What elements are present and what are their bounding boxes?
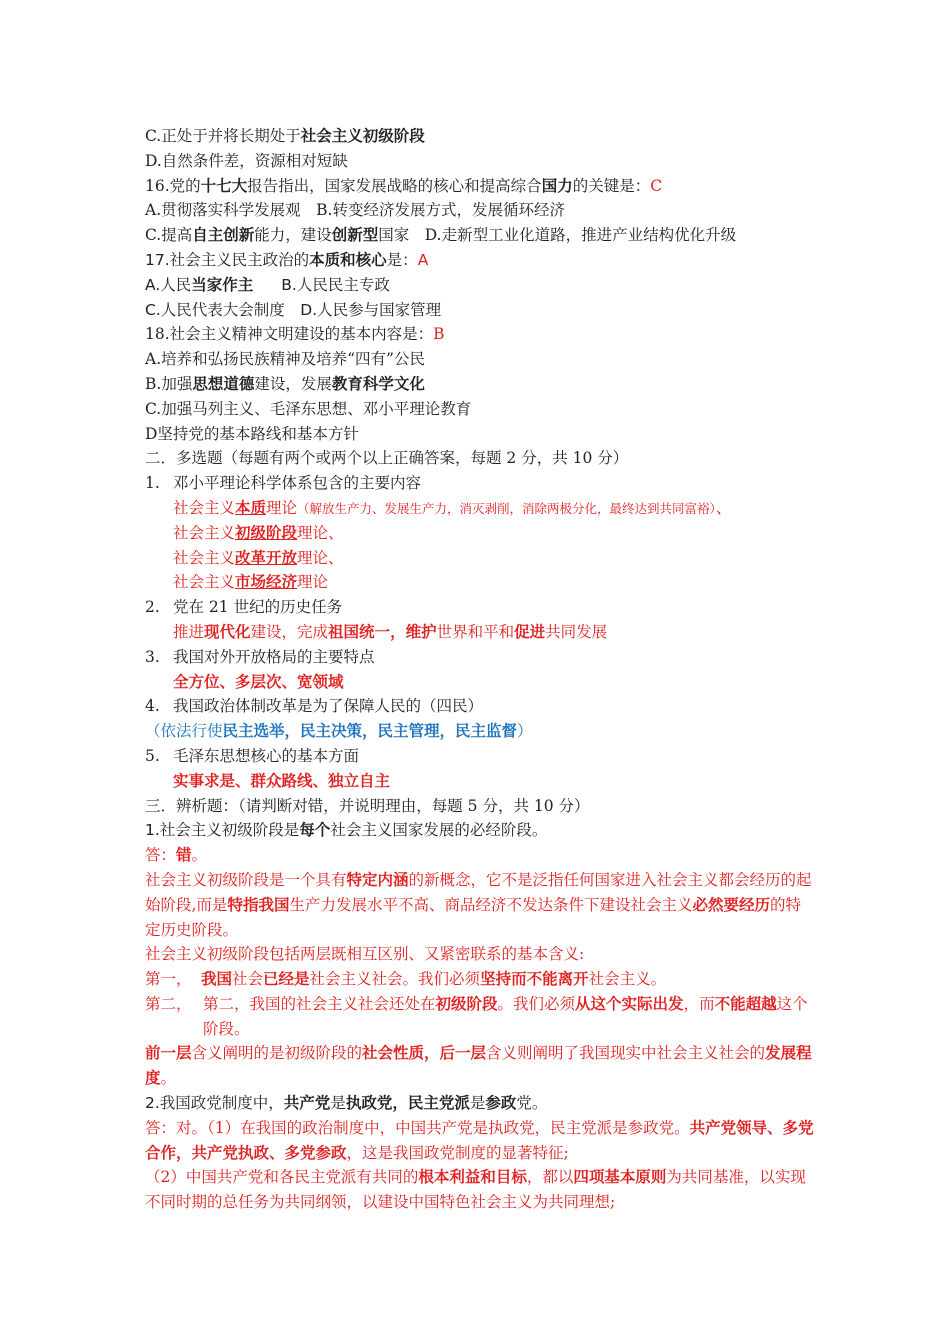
sec2-item1-line4: 社会主义市场经济理论 [173, 572, 329, 592]
sec3-q1-answer: 答：错。 [145, 845, 208, 865]
sec2-item5-answer: 实事求是、群众路线、独立自主 [173, 770, 391, 790]
q15-option-d: D.自然条件差，资源相对短缺 [145, 151, 348, 170]
q18-option-c: C.加强马列主义、毛泽东思想、邓小平理论教育 [145, 399, 472, 418]
sec3-q1-para3: 第一， 我国社会已经是社会主义社会。我们必须坚持而不能离开社会主义。 [145, 969, 667, 989]
q16-stem: 16.党的十七大报告指出，国家发展战略的核心和提高综合国力的关键是：C [145, 175, 663, 195]
q17-options-ab: A.人民当家作主 B.人民民主专政 [145, 275, 390, 294]
sec2-item2: 2. 党在 21 世纪的历史任务 [145, 598, 343, 617]
sec2-item3: 3. 我国对外开放格局的主要特点 [145, 647, 375, 666]
q18-option-d: D坚持党的基本路线和基本方针 [145, 424, 359, 443]
sec3-q1-stem: 1.社会主义初级阶段是每个社会主义国家发展的必经阶段。 [145, 821, 548, 840]
q18-option-a: A.培养和弘扬民族精神及培养“四有”公民 [145, 350, 425, 369]
sec3-q1-para2: 社会主义初级阶段包括两层既相互区别、又紧密联系的基本含义: [145, 945, 585, 964]
q15-option-c: C.正处于并将长期处于社会主义初级阶段 [145, 126, 425, 145]
sec2-item1-line1: 社会主义本质理论（解放生产力、发展生产力，消灭剥削，消除两极分化，最终达到共同富裕）、 [173, 497, 732, 517]
q16-options-cd: C.提高自主创新能力，建设创新型国家 D.走新型工业化道路，推进产业结构优化升级 [145, 225, 737, 245]
q17-stem: 17.社会主义民主政治的本质和核心是：A [145, 250, 429, 269]
sec3-q2-stem: 2.我国政党制度中，共产党是执政党，民主党派是参政党。 [145, 1094, 548, 1113]
sec2-item4: 4. 我国政治体制改革是为了保障人民的（四民） [145, 697, 484, 716]
sec3-q1-para4: 第二， 第二，我国的社会主义社会还处在初级阶段。我们必须从这个实际出发，而不能超越这个阶段。 [145, 993, 808, 1038]
sec2-item5: 5. 毛泽东思想核心的基本方面 [145, 746, 360, 765]
sec2-item3-answer: 全方位、多层次、宽领域 [173, 671, 344, 691]
q18-answer: B [433, 325, 445, 344]
sec3-q2-para2: （2）中国共产党和各民主党派有共同的根本利益和目标，都以四项基本原则为共同基准，以实现不同时期的总任务为共同纲领，以建设中国特色社会主义为共同理想; [145, 1167, 806, 1212]
q16-options-ab: A.贯彻落实科学发展观 B.转变经济发展方式，发展循环经济 [145, 201, 565, 220]
sec3-q1-para5: 前一层含义阐明的是初级阶段的社会性质，后一层含义则阐明了我国现实中社会主义社会的发展程度。 [145, 1043, 812, 1088]
sec3-q1-para1: 社会主义初级阶段是一个具有特定内涵的新概念，它不是泛指任何国家进入社会主义都会经历的起始阶段,而是特指我国生产力发展水平不高、商品经济不发达条件下建设社会主义必然要经历的特定历史阶段。 [145, 869, 812, 939]
q17-answer: A [417, 250, 429, 269]
sec2-item1: 1. 邓小平理论科学体系包含的主要内容 [145, 474, 422, 493]
q18-option-b: B.加强思想道德建设，发展教育科学文化 [145, 373, 425, 393]
sec3-q2-para1: 答：对。（1）在我国的政治制度中，中国共产党是执政党，民主党派是参政党。共产党领导、多党合作，共产党执政、多党参政，这是我国政党制度的显著特征; [145, 1117, 814, 1162]
q18-stem: 18.社会主义精神文明建设的基本内容是：B [145, 325, 445, 344]
q17-options-cd: C.人民代表大会制度 D.人民参与国家管理 [145, 300, 442, 319]
q16-answer: C [650, 176, 663, 195]
sec2-item4-answer: （依法行使民主选举，民主决策，民主管理，民主监督） [145, 721, 533, 741]
document-page [145, 124, 815, 1215]
section3-title: 三．辨析题：（请判断对错，并说明理由，每题 5 分，共 10 分） [145, 796, 590, 815]
sec2-item2-answer: 推进现代化建设，完成祖国统一，维护世界和平和促进共同发展 [173, 621, 608, 641]
sec2-item1-line3: 社会主义改革开放理论、 [173, 547, 344, 567]
sec2-item1-line2: 社会主义初级阶段理论、 [173, 522, 344, 542]
section2-title: 二．多选题（每题有两个或两个以上正确答案，每题 2 分，共 10 分） [145, 449, 629, 468]
